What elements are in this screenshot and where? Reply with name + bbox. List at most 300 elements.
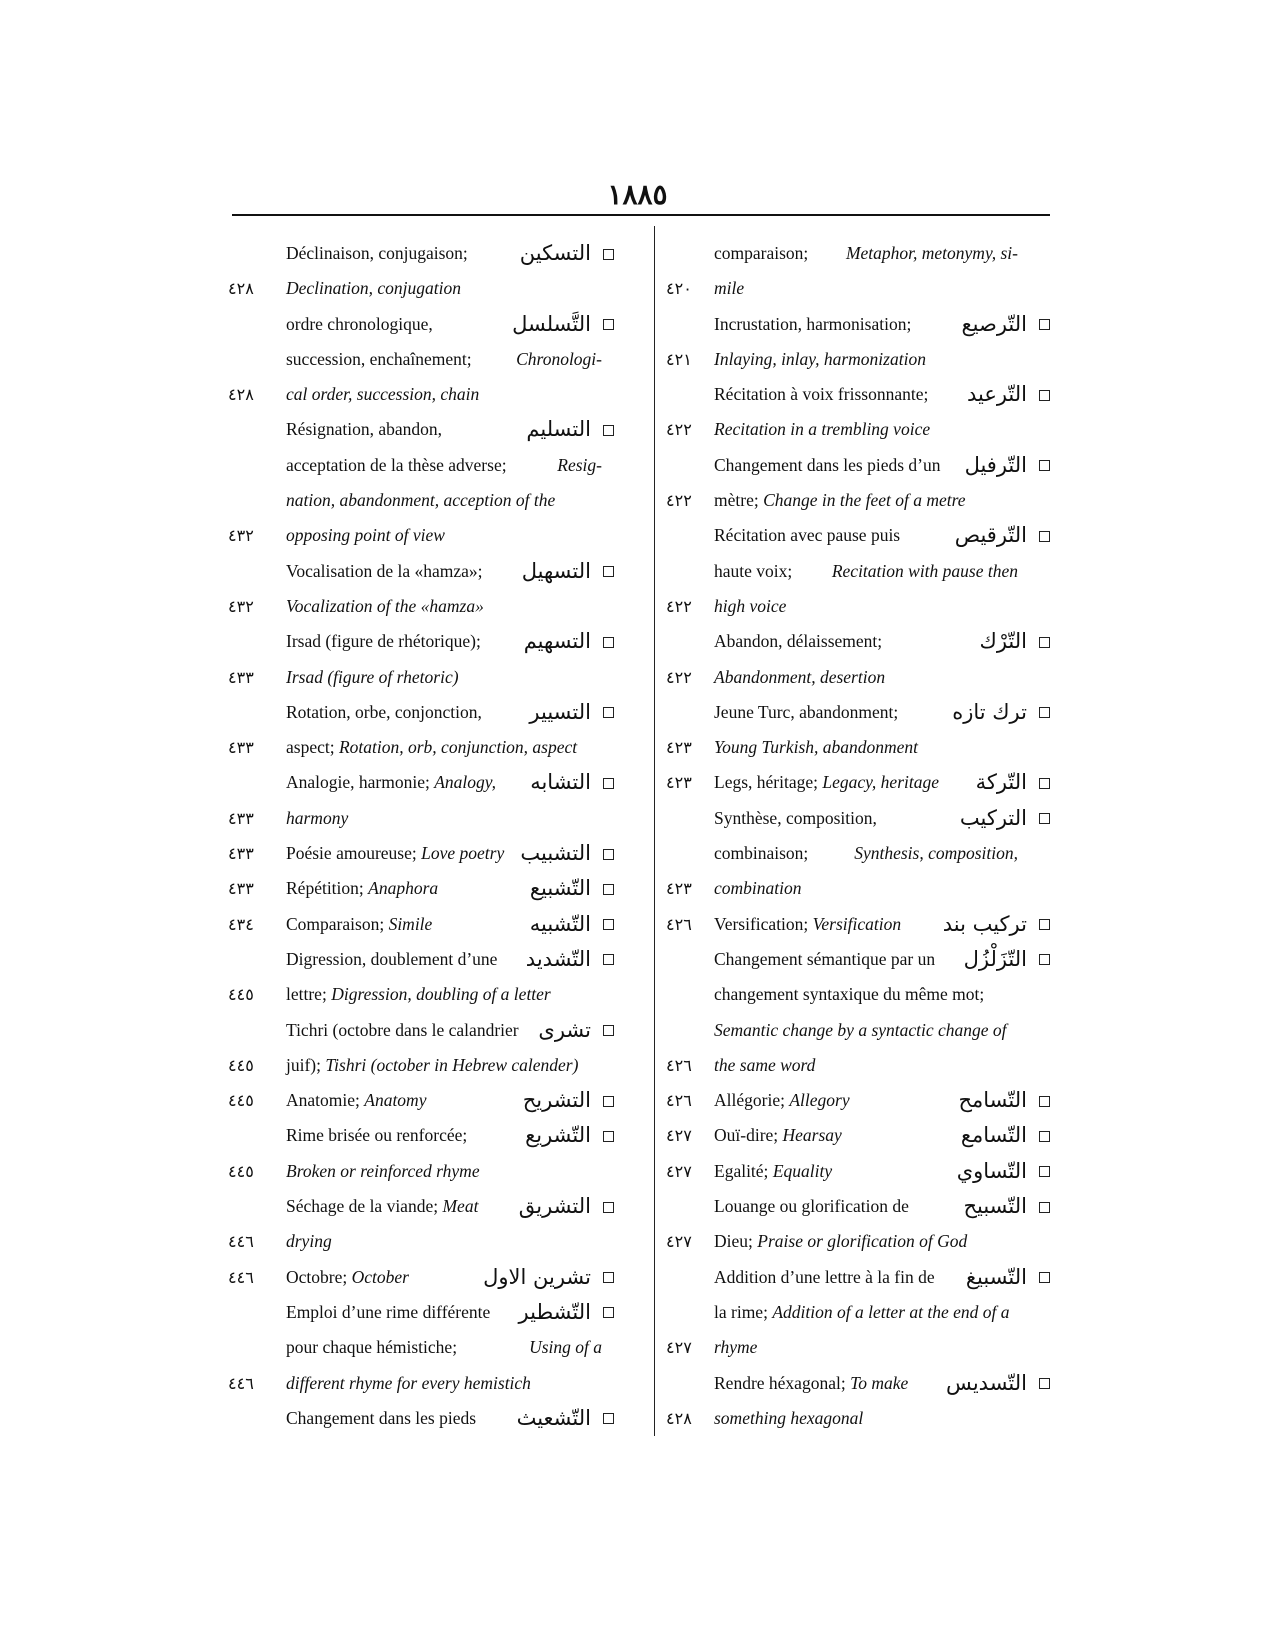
- entry-text: [286, 1048, 578, 1083]
- english-text: Allegory: [789, 1090, 850, 1111]
- dictionary-line: [220, 448, 642, 483]
- french-text: Incrustation, harmonisation;: [714, 313, 912, 334]
- entry-text: [286, 907, 432, 942]
- entry-text: [714, 589, 786, 624]
- dictionary-line: [220, 1118, 642, 1153]
- page-reference: ٤٢٦: [666, 1091, 692, 1111]
- entry-text: [714, 1366, 908, 1401]
- dictionary-line: [654, 307, 1058, 342]
- french-text: Ouï-dire;: [714, 1125, 783, 1146]
- entry-text: [714, 236, 1018, 271]
- french-text: juif);: [286, 1054, 326, 1075]
- english-text: Love poetry: [421, 843, 505, 864]
- page-reference: ٤٢٧: [666, 1232, 692, 1252]
- english-text: different rhyme for every hemistich: [286, 1372, 531, 1393]
- arabic-word: التسيير: [529, 699, 591, 724]
- english-text: drying: [286, 1231, 332, 1252]
- arabic-headword: [955, 518, 1050, 553]
- arabic-word: التّشطير: [518, 1299, 591, 1324]
- english-text: Digression, doubling of a letter: [331, 984, 551, 1005]
- french-text: Legs, héritage;: [714, 772, 823, 793]
- french-text: Tichri (octobre dans le calandrier: [286, 1019, 519, 1040]
- french-text: Egalité;: [714, 1160, 773, 1181]
- arabic-headword: [965, 448, 1050, 483]
- page-reference: ٤٤٦: [228, 1373, 254, 1393]
- arabic-headword: [522, 554, 614, 589]
- page-reference: ٤٤٥: [228, 1055, 254, 1075]
- dictionary-line: [220, 695, 642, 730]
- dictionary-line: [220, 1154, 642, 1189]
- dictionary-line: [220, 1048, 642, 1083]
- dictionary-line: [220, 624, 642, 659]
- arabic-headword: [523, 1083, 614, 1118]
- entry-text: [714, 554, 1018, 589]
- entry-bullet-icon: [1039, 778, 1050, 789]
- entry-text: [286, 977, 551, 1012]
- french-text: changement syntaxique du même mot;: [714, 984, 985, 1005]
- entry-bullet-icon: [603, 707, 614, 718]
- english-text: Rotation, orb, conjunction, aspect: [338, 737, 578, 758]
- entry-text: [714, 624, 882, 659]
- entry-text: [714, 1260, 935, 1295]
- entry-text: [714, 1048, 815, 1083]
- french-text: mètre;: [714, 490, 764, 511]
- arabic-word: التّسبيح: [963, 1194, 1027, 1219]
- arabic-headword: [529, 695, 614, 730]
- english-text: Recitation with pause then: [831, 560, 1018, 581]
- arabic-headword: [519, 1189, 614, 1224]
- french-text: Analogie, harmonie;: [286, 772, 435, 793]
- entry-text: [714, 765, 939, 800]
- entry-text: [714, 1118, 842, 1153]
- french-text: Répétition;: [286, 878, 369, 899]
- entry-text: [286, 765, 496, 800]
- english-text: mile: [714, 278, 745, 299]
- english-text: cal order, succession, chain: [286, 384, 480, 405]
- arabic-word: التّشريع: [525, 1123, 591, 1148]
- english-text: Synthesis, composition,: [854, 843, 1018, 864]
- page-reference: ٤٢٢: [666, 491, 692, 511]
- entry-text: [714, 307, 911, 342]
- page-reference: ٤٤٥: [228, 1161, 254, 1181]
- french-text: Digression, doublement d’une: [286, 948, 498, 969]
- dictionary-line: [220, 907, 642, 942]
- entry-bullet-icon: [1039, 1202, 1050, 1213]
- entry-bullet-icon: [603, 249, 614, 260]
- dictionary-line: [654, 660, 1058, 695]
- entry-text: [286, 730, 577, 765]
- arabic-headword: [483, 1260, 614, 1295]
- page-reference: ٤٤٥: [228, 1091, 254, 1111]
- entry-text: [286, 1154, 480, 1189]
- entry-text: [714, 377, 928, 412]
- dictionary-line: [654, 1013, 1058, 1048]
- dictionary-line: [220, 871, 642, 906]
- dictionary-line: [654, 730, 1058, 765]
- entry-text: [714, 801, 877, 836]
- entry-bullet-icon: [603, 1096, 614, 1107]
- arabic-headword: [961, 307, 1050, 342]
- dictionary-line: [220, 1366, 642, 1401]
- dictionary-line: [220, 271, 642, 306]
- french-text: Louange ou glorification de: [714, 1196, 909, 1217]
- french-text: Addition d’une lettre à la fin de: [714, 1266, 935, 1287]
- french-text: Changement sémantique par un: [714, 948, 936, 969]
- french-text: Récitation à voix frissonnante;: [714, 384, 929, 405]
- page-reference: ٤٣٤: [228, 914, 254, 934]
- arabic-word: تركيب بند: [942, 911, 1027, 936]
- french-text: Changement dans les pieds: [286, 1407, 477, 1428]
- entry-text: [286, 412, 442, 447]
- left-column: [220, 236, 642, 1436]
- entry-text: [286, 801, 348, 836]
- page-reference: ٤٣٢: [228, 596, 254, 616]
- entry-bullet-icon: [1039, 1131, 1050, 1142]
- entry-text: [714, 412, 930, 447]
- entry-text: [286, 554, 483, 589]
- entry-bullet-icon: [1039, 531, 1050, 542]
- french-text: Rotation, orbe, conjonction,: [286, 701, 482, 722]
- arabic-headword: [524, 624, 614, 659]
- entry-text: [714, 660, 885, 695]
- page-reference: ٤٢٨: [666, 1408, 692, 1428]
- english-text: Change in the feet of a metre: [763, 490, 966, 511]
- arabic-word: التشبيب: [520, 841, 591, 866]
- entry-bullet-icon: [1039, 954, 1050, 965]
- entry-text: [714, 483, 966, 518]
- arabic-headword: [512, 307, 614, 342]
- arabic-word: التسهيم: [523, 629, 591, 654]
- entry-text: [714, 1224, 967, 1259]
- dictionary-line: [220, 660, 642, 695]
- dictionary-line: [654, 483, 1058, 518]
- entry-bullet-icon: [603, 566, 614, 577]
- header-rule: [232, 214, 1050, 216]
- french-text: acceptation de la thèse adverse;: [286, 454, 507, 475]
- dictionary-line: [654, 907, 1058, 942]
- dictionary-line: [654, 1118, 1058, 1153]
- page-reference: ٤٣٣: [228, 738, 254, 758]
- english-text: opposing point of view: [286, 525, 445, 546]
- arabic-word: تشرين الاول: [483, 1264, 591, 1289]
- dictionary-line: [654, 1083, 1058, 1118]
- page-reference: ٤٢٧: [666, 1161, 692, 1181]
- french-text: Comparaison;: [286, 913, 389, 934]
- english-text: Inlaying, inlay, harmonization: [714, 348, 926, 369]
- dictionary-line: [654, 236, 1058, 271]
- page-reference: ٤٢٧: [666, 1338, 692, 1358]
- entry-text: [714, 518, 900, 553]
- entry-bullet-icon: [1039, 707, 1050, 718]
- dictionary-line: [220, 589, 642, 624]
- dictionary-line: [220, 342, 642, 377]
- french-text: Rendre héxagonal;: [714, 1372, 851, 1393]
- arabic-headword: [526, 412, 614, 447]
- dictionary-line: [654, 1154, 1058, 1189]
- arabic-headword: [952, 695, 1050, 730]
- entry-text: [714, 1189, 909, 1224]
- dictionary-line: [654, 518, 1058, 553]
- arabic-word: التركيب: [959, 805, 1027, 830]
- arabic-word: التّشعيث: [516, 1405, 591, 1430]
- arabic-word: التّرصيع: [961, 311, 1027, 336]
- dictionary-line: [220, 1013, 642, 1048]
- english-text: Chronologi-: [516, 348, 602, 369]
- arabic-word: التّشبيع: [529, 876, 591, 901]
- dictionary-line: [654, 765, 1058, 800]
- french-text: Changement dans les pieds d’un: [714, 454, 941, 475]
- english-text: Anaphora: [368, 878, 439, 899]
- arabic-word: التّسبيغ: [965, 1264, 1027, 1289]
- entry-text: [286, 483, 602, 518]
- page-reference: ٤٣٢: [228, 526, 254, 546]
- page-reference: ٤٢٣: [666, 738, 692, 758]
- entry-text: [286, 1118, 467, 1153]
- dictionary-line: [654, 342, 1058, 377]
- english-text: combination: [714, 878, 802, 899]
- entry-text: [714, 1013, 1007, 1048]
- dictionary-line: [220, 977, 642, 1012]
- page-reference: ٤٢٦: [666, 1055, 692, 1075]
- page-reference: ٤٢٦: [666, 914, 692, 934]
- entry-text: [714, 977, 1018, 1012]
- page-reference: ٤٢٢: [666, 596, 692, 616]
- arabic-headword: [967, 377, 1050, 412]
- dictionary-line: [654, 412, 1058, 447]
- arabic-word: التسليم: [526, 417, 591, 442]
- english-text: high voice: [714, 595, 787, 616]
- entry-text: [286, 1189, 478, 1224]
- entry-bullet-icon: [1039, 1166, 1050, 1177]
- dictionary-line: [220, 483, 642, 518]
- entry-bullet-icon: [603, 778, 614, 789]
- entry-bullet-icon: [603, 425, 614, 436]
- arabic-word: التّرفيل: [964, 452, 1027, 477]
- entry-bullet-icon: [1039, 460, 1050, 471]
- french-text: Allégorie;: [714, 1090, 790, 1111]
- dictionary-line: [654, 871, 1058, 906]
- arabic-word: التسهيل: [521, 558, 591, 583]
- arabic-word: التّسامع: [960, 1123, 1027, 1148]
- french-text: Vocalisation de la «hamza»;: [286, 560, 483, 581]
- french-text: Dieu;: [714, 1231, 758, 1252]
- page-reference: ٤٣٣: [228, 808, 254, 828]
- dictionary-line: [220, 765, 642, 800]
- english-text: Semantic change by a syntactic change of: [714, 1019, 1007, 1040]
- english-text: Anatomy: [364, 1090, 427, 1111]
- arabic-headword: [976, 765, 1050, 800]
- entry-text: [714, 342, 926, 377]
- entry-bullet-icon: [1039, 1272, 1050, 1283]
- english-text: rhyme: [714, 1337, 758, 1358]
- english-text: harmony: [286, 807, 349, 828]
- arabic-headword: [980, 624, 1050, 659]
- english-text: Broken or reinforced rhyme: [286, 1160, 480, 1181]
- arabic-headword: [538, 1013, 614, 1048]
- entry-text: [714, 1083, 850, 1118]
- entry-bullet-icon: [603, 637, 614, 648]
- entry-text: [286, 448, 602, 483]
- arabic-headword: [958, 1083, 1050, 1118]
- entry-text: [714, 448, 940, 483]
- dictionary-line: [220, 377, 642, 412]
- arabic-headword: [964, 942, 1050, 977]
- english-text: Using of a: [529, 1337, 602, 1358]
- dictionary-line: [654, 448, 1058, 483]
- entry-bullet-icon: [603, 1131, 614, 1142]
- french-text: ordre chronologique,: [286, 313, 433, 334]
- english-text: Young Turkish, abandonment: [714, 737, 919, 758]
- dictionary-line: [654, 1401, 1058, 1436]
- english-text: the same word: [714, 1054, 816, 1075]
- arabic-headword: [525, 1118, 614, 1153]
- english-text: Irsad (figure of rhetoric): [286, 666, 459, 687]
- arabic-word: التّركة: [975, 770, 1027, 795]
- entry-bullet-icon: [603, 849, 614, 860]
- french-text: Déclinaison, conjugaison;: [286, 243, 468, 263]
- dictionary-line: [220, 1224, 642, 1259]
- entry-text: [714, 1330, 757, 1365]
- french-text: lettre;: [286, 984, 332, 1005]
- dictionary-line: [220, 1401, 642, 1436]
- page-reference: ٤٢١: [666, 349, 692, 369]
- entry-bullet-icon: [1039, 1378, 1050, 1389]
- arabic-word: التّشبيه: [529, 911, 591, 936]
- entry-text: [286, 271, 461, 306]
- french-text: Rime brisée ou renforcée;: [286, 1125, 468, 1146]
- entry-text: [286, 1260, 409, 1295]
- arabic-headword: [960, 801, 1050, 836]
- dictionary-line: [220, 942, 642, 977]
- arabic-headword: [957, 1154, 1050, 1189]
- french-text: Séchage de la viande;: [286, 1196, 443, 1217]
- french-text: haute voix;: [714, 560, 793, 581]
- arabic-word: التّساوي: [956, 1158, 1027, 1183]
- french-text: Abandon, délaissement;: [714, 631, 883, 652]
- french-text: Résignation, abandon,: [286, 419, 443, 440]
- entry-text: [286, 342, 602, 377]
- french-text: Emploi d’une rime différente: [286, 1301, 491, 1322]
- entry-text: [286, 307, 433, 342]
- dictionary-line: [220, 554, 642, 589]
- page-reference: ٤٢٣: [666, 773, 692, 793]
- page-reference: ٤٢٢: [666, 420, 692, 440]
- dictionary-line: [654, 1048, 1058, 1083]
- french-text: Irsad (figure de rhétorique);: [286, 631, 481, 652]
- english-text: Tishri (october in Hebrew calender): [325, 1054, 579, 1075]
- entry-bullet-icon: [603, 1307, 614, 1318]
- page-reference: ٤٢٨: [228, 279, 254, 299]
- entry-text: [286, 836, 504, 871]
- entry-bullet-icon: [1039, 1096, 1050, 1107]
- entry-text: [286, 1401, 476, 1436]
- page-reference: ٤٤٦: [228, 1232, 254, 1252]
- dictionary-line: [654, 1330, 1058, 1365]
- page-reference: ٤٤٥: [228, 985, 254, 1005]
- english-text: Vocalization of the «hamza»: [286, 595, 484, 616]
- entry-text: [286, 1013, 519, 1048]
- page-reference: ٤٤٦: [228, 1267, 254, 1287]
- arabic-word: التّسديس: [946, 1370, 1027, 1395]
- arabic-headword: [530, 907, 614, 942]
- entry-text: [714, 1401, 863, 1436]
- arabic-headword: [961, 1118, 1050, 1153]
- arabic-word: التشريق: [518, 1194, 591, 1219]
- arabic-headword: [943, 907, 1050, 942]
- arabic-word: التّرعيد: [966, 382, 1027, 407]
- entry-text: [286, 660, 459, 695]
- arabic-headword: [517, 1401, 614, 1436]
- arabic-word: التّشديد: [525, 946, 591, 971]
- arabic-headword: [526, 942, 614, 977]
- page-reference: ٤٣٣: [228, 879, 254, 899]
- dictionary-line: [220, 801, 642, 836]
- french-text: Anatomie;: [286, 1090, 365, 1111]
- entry-bullet-icon: [1039, 319, 1050, 330]
- entry-text: [286, 1224, 332, 1259]
- page-reference: ٤٢٨: [228, 385, 254, 405]
- dictionary-line: [220, 518, 642, 553]
- entry-bullet-icon: [603, 1202, 614, 1213]
- page-reference: ٤٢٠: [666, 279, 692, 299]
- entry-text: [286, 942, 497, 977]
- dictionary-line: [220, 1330, 642, 1365]
- arabic-word: التشابه: [530, 770, 591, 795]
- dictionary-line: [654, 942, 1058, 977]
- arabic-headword: [520, 236, 614, 271]
- page-reference: ٤٣٣: [228, 844, 254, 864]
- entry-text: [286, 624, 481, 659]
- arabic-word: ترك تازه: [952, 699, 1027, 724]
- french-text: Jeune Turc, abandonment;: [714, 701, 899, 722]
- entry-text: [714, 695, 898, 730]
- english-text: Resig-: [557, 454, 602, 475]
- english-text: Analogy,: [434, 772, 496, 793]
- dictionary-line: [654, 1189, 1058, 1224]
- entry-text: [286, 1366, 531, 1401]
- english-text: Metaphor, metonymy, si-: [845, 243, 1018, 263]
- arabic-headword: [530, 765, 614, 800]
- entry-text: [714, 1295, 1010, 1330]
- arabic-headword: [946, 1366, 1050, 1401]
- french-text: Octobre;: [286, 1266, 352, 1287]
- english-text: Simile: [388, 913, 433, 934]
- french-text: aspect;: [286, 737, 339, 758]
- entry-bullet-icon: [603, 954, 614, 965]
- right-column: [654, 236, 1058, 1436]
- entry-text: [286, 1083, 426, 1118]
- dictionary-line: [220, 1295, 642, 1330]
- english-text: To make: [850, 1372, 909, 1393]
- entry-text: [714, 271, 744, 306]
- english-text: Versification: [812, 913, 902, 934]
- dictionary-line: [654, 695, 1058, 730]
- entry-text: [286, 871, 438, 906]
- arabic-headword: [966, 1260, 1050, 1295]
- page-number: ١٨٨٥: [607, 180, 668, 211]
- english-text: Equality: [772, 1160, 833, 1181]
- entry-bullet-icon: [1039, 637, 1050, 648]
- entry-text: [286, 518, 445, 553]
- page-reference: ٤٢٧: [666, 1126, 692, 1146]
- english-text: Praise or glorification of God: [757, 1231, 968, 1252]
- french-text: pour chaque hémistiche;: [286, 1337, 458, 1358]
- dictionary-line: [654, 1224, 1058, 1259]
- page-reference: ٤٣٣: [228, 667, 254, 687]
- english-text: Declination, conjugation: [286, 278, 461, 299]
- english-text: Recitation in a trembling voice: [714, 419, 931, 440]
- french-text: combinaison;: [714, 843, 809, 864]
